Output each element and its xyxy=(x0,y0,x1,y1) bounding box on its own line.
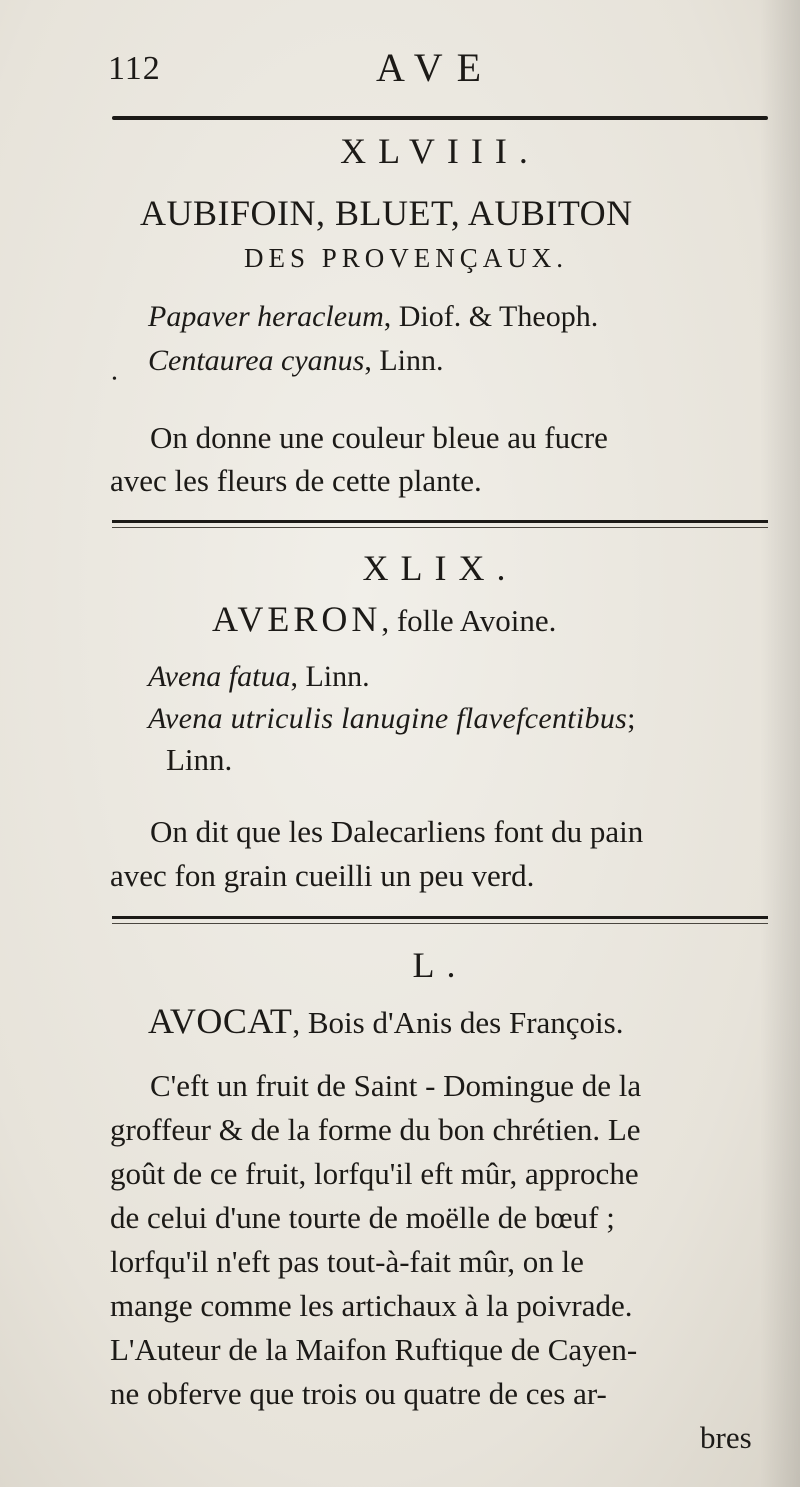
synonym-line xyxy=(148,344,444,378)
synonym-name: Avena fatua xyxy=(148,660,291,693)
page-gutter-shadow xyxy=(760,0,800,1487)
stray-mark: • xyxy=(112,372,117,387)
synonym-name: Avena utriculis lanugine flavefcentibus xyxy=(148,702,628,735)
entry-numeral: L. xyxy=(412,945,468,985)
body-text-line: mange comme les artichaux à la poivrade. xyxy=(110,1288,633,1323)
synonym-author: , Diof. & Theoph. xyxy=(383,300,599,333)
body-text-line: On dit que les Dalecarliens font du pain xyxy=(150,814,644,849)
entry-numeral: XLVIII. xyxy=(340,131,540,171)
catchword: bres xyxy=(700,1420,752,1455)
entry-headline xyxy=(212,598,556,640)
running-title: AVE xyxy=(376,45,496,90)
synonym-line xyxy=(148,300,598,334)
subhead-part: ROVENÇAUX. xyxy=(341,243,569,273)
body-text-line: goût de ce fruit, lorfqu'il eft mûr, approche xyxy=(110,1156,639,1191)
entry-headword: AVERON xyxy=(212,599,382,639)
entry-headline xyxy=(148,1000,623,1042)
body-text-line: avec les fleurs de cette plante. xyxy=(110,463,482,498)
entry-numeral: XLIX. xyxy=(362,548,518,588)
subhead-part: DES P xyxy=(244,243,342,273)
synonym-line xyxy=(148,660,370,694)
entry-headword: AVOCAT xyxy=(148,1001,293,1041)
body-text-line: lorfqu'il n'eft pas tout-à-fait mûr, on le xyxy=(110,1244,584,1279)
synonym-author-line: Linn. xyxy=(166,742,233,777)
header-rule xyxy=(112,116,768,120)
body-text-line: L'Auteur de la Maifon Ruftique de Cayen- xyxy=(110,1332,638,1367)
synonym-author: , Linn. xyxy=(364,344,444,377)
body-text-line: C'eft un fruit de Saint - Domingue de la xyxy=(150,1068,642,1103)
synonym-line xyxy=(148,702,636,736)
section-rule xyxy=(112,916,768,924)
synonym-author: , Linn. xyxy=(290,660,370,693)
running-header xyxy=(108,44,768,94)
entry-headword: AUBIFOIN, BLUET, AUBITON xyxy=(140,193,633,233)
synonym-author: ; xyxy=(627,702,636,735)
synonym-name: Centaurea cyanus xyxy=(148,344,365,377)
body-text-line: On donne une couleur bleue au fucre xyxy=(150,420,608,455)
body-text-line: ne obferve que trois ou quatre de ces ar- xyxy=(110,1376,607,1411)
entry-headword-rest: , folle Avoine. xyxy=(381,603,557,638)
body-text-line: de celui d'une tourte de moëlle de bœuf ; xyxy=(110,1200,615,1235)
body-text-line: groffeur & de la forme du bon chrétien. Le xyxy=(110,1112,641,1147)
page-number: 112 xyxy=(108,50,161,87)
body-text-line: avec fon grain cueilli un peu verd. xyxy=(110,858,535,893)
section-rule xyxy=(112,520,768,528)
entry-subhead xyxy=(244,243,568,274)
synonym-name: Papaver heracleum xyxy=(148,300,384,333)
entry-headword-rest: , Bois d'Anis des François. xyxy=(292,1005,624,1040)
